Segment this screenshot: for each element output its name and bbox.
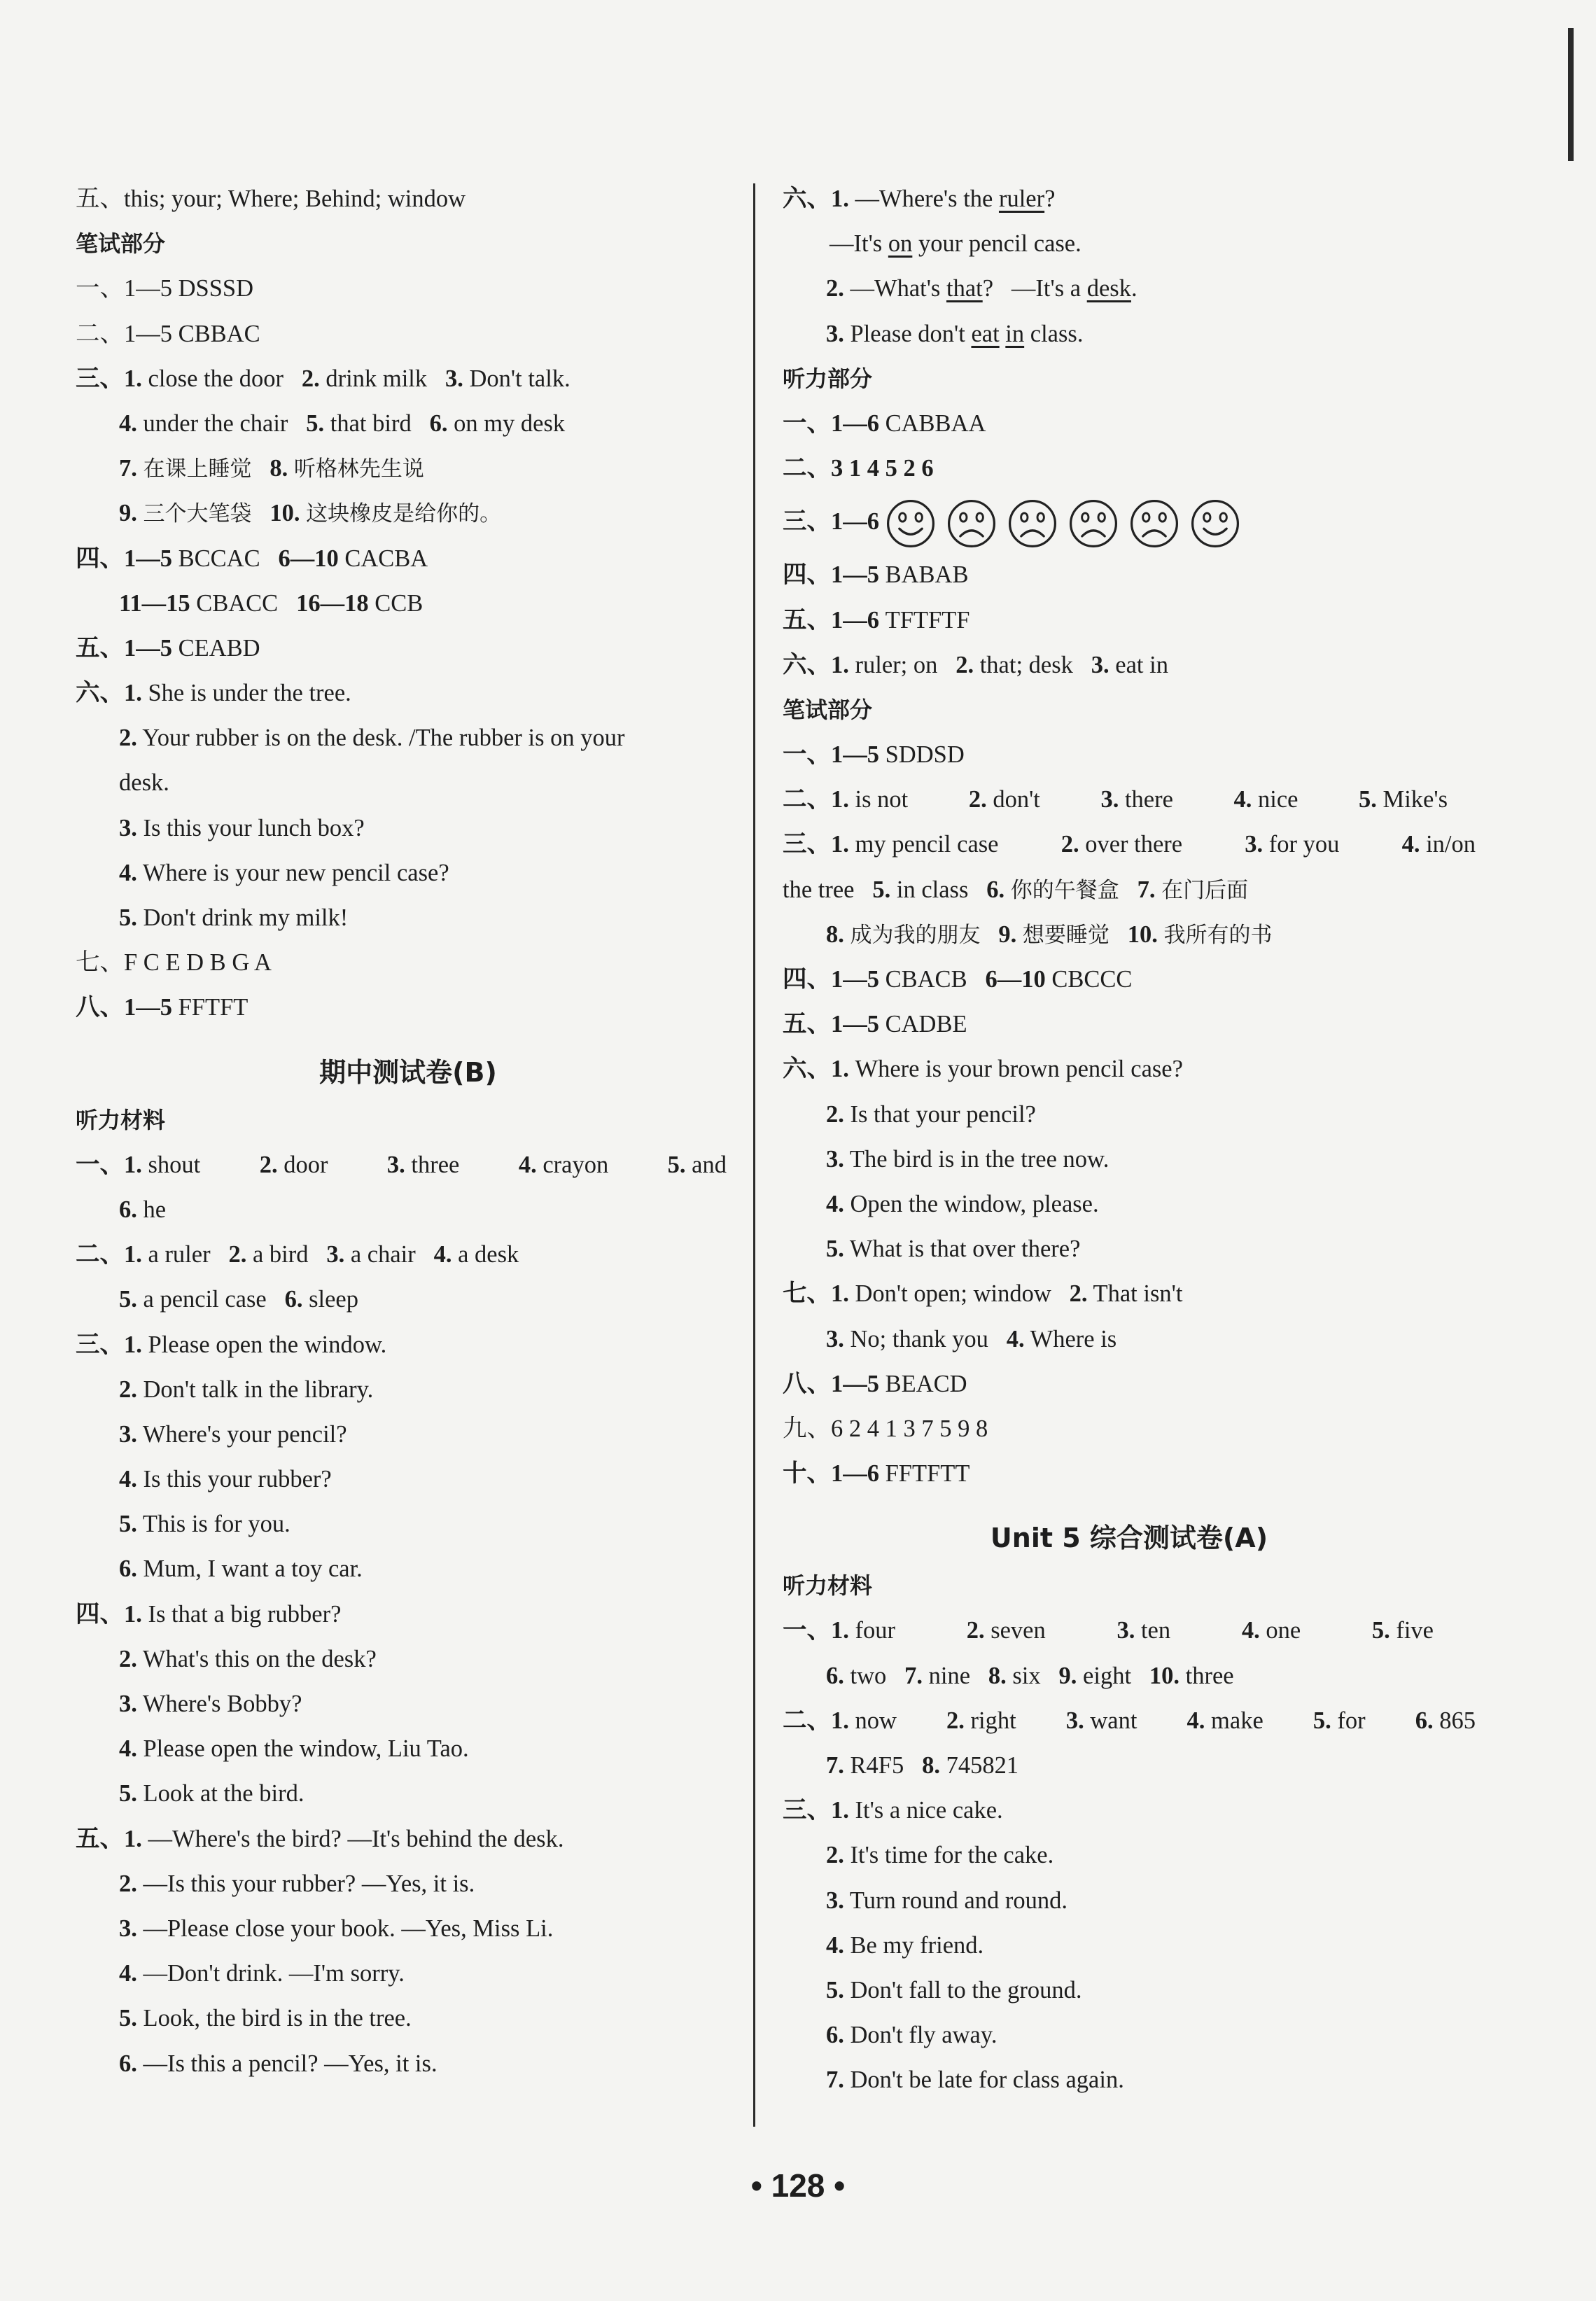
answer-line: 三、1—6 <box>783 491 1476 552</box>
column-divider <box>753 183 755 2127</box>
answer-line: 3. Please don't eat in class. <box>826 320 1084 347</box>
answer-line: 9. 三个大笔袋 10. 这块橡皮是给你的。 <box>119 500 502 527</box>
answer-line: 5. Look at the bird. <box>119 1780 304 1807</box>
scan-edge-mark <box>1568 28 1574 161</box>
section-title: 期中测试卷(B) <box>319 1056 497 1088</box>
answer-line: 11—15 CBACC 16—18 CCB <box>119 589 424 617</box>
answer-line: 6. —Is this a pencil? —Yes, it is. <box>119 2050 438 2077</box>
answer-line: 二、3 1 4 5 2 6 <box>783 455 934 482</box>
answer-line: 八、1—5 BEACD <box>783 1370 967 1397</box>
answer-line: 3. The bird is in the tree now. <box>826 1145 1110 1173</box>
answer-line: 4. Open the window, please. <box>826 1190 1099 1217</box>
answer-line: 6. two 7. nine 8. six 9. eight 10. three <box>826 1662 1234 1689</box>
answer-line: 一、1—5 DSSSD <box>76 275 254 302</box>
answer-line: 2. Your rubber is on the desk. /The rubber is on your <box>119 725 625 752</box>
answer-line: 8. 成为我的朋友 9. 想要睡觉 10. 我所有的书 <box>826 921 1273 948</box>
answer-line: 6. he <box>119 1196 167 1223</box>
answer-line: 四、1—5 BCCAC 6—10 CACBA <box>76 545 428 572</box>
answer-line: 7. 在课上睡觉 8. 听格林先生说 <box>119 455 424 482</box>
answer-line: 六、1. —Where's the ruler? <box>783 186 1056 212</box>
answer-line: 6. Mum, I want a toy car. <box>119 1555 363 1583</box>
section-heading: 笔试部分 <box>76 230 166 258</box>
answer-line: 7. Don't be late for class again. <box>826 2066 1124 2094</box>
answer-line: 四、1—5 BABAB <box>783 561 969 589</box>
smiley-face-icon <box>1190 498 1240 549</box>
answer-line: the tree 5. in class 6. 你的午餐盒 7. 在门后面 <box>783 876 1249 903</box>
answer-line: 二、1—5 CBBAC <box>76 320 260 347</box>
answer-line: 五、1—6 TFTFTF <box>783 606 970 634</box>
answer-line: 五、1—5 CADBE <box>783 1011 967 1038</box>
section-title: Unit 5 综合测试卷(A) <box>990 1523 1268 1554</box>
sad-face-icon <box>1068 498 1119 549</box>
answer-line: 二、1. a ruler 2. a bird 3. a chair 4. a desk <box>76 1241 519 1268</box>
right-column <box>783 176 1476 2103</box>
answer-line: 4. Where is your new pencil case? <box>119 859 449 886</box>
answer-line: 3. —Please close your book. —Yes, Miss Li. <box>119 1915 554 1942</box>
answer-line: 4. Please open the window, Liu Tao. <box>119 1735 469 1763</box>
answer-line: 4. Be my friend. <box>826 1931 984 1959</box>
answer-line: 四、1. Is that a big rubber? <box>76 1600 342 1628</box>
answer-line: 6. Don't fly away. <box>826 2022 997 2049</box>
answer-line: 七、1. Don't open; window 2. That isn't <box>783 1280 1183 1308</box>
faces-row <box>886 508 1251 535</box>
sad-face-icon <box>946 498 997 549</box>
answer-line: 3. Where's your pencil? <box>119 1420 347 1448</box>
answer-line: 七、F C E D B G A <box>76 949 272 977</box>
section-heading: 听力部分 <box>783 365 873 392</box>
answer-line: 三、1. my pencil case 2. over there 3. for you 4. in/on <box>783 831 1476 858</box>
answer-line: 2. Don't talk in the library. <box>119 1376 374 1403</box>
answer-line: 3. Turn round and round. <box>826 1887 1068 1914</box>
answer-line: 五、this; your; Where; Behind; window <box>76 186 466 212</box>
answer-line: 二、1. now 2. right 3. want 4. make 5. for 6. 865 <box>783 1707 1476 1734</box>
answer-line: 一、1—5 SDDSD <box>783 741 965 769</box>
answer-line: 5. a pencil case 6. sleep <box>119 1286 358 1313</box>
answer-line: 二、1. is not 2. don't 3. there 4. nice 5. Mike's <box>783 786 1448 813</box>
answer-line: 一、1. four 2. seven 3. ten 4. one 5. five <box>783 1617 1434 1644</box>
answer-line: 5. Look, the bird is in the tree. <box>119 2005 412 2032</box>
answer-line: desk. <box>119 769 169 797</box>
answer-line: 2. What's this on the desk? <box>119 1645 377 1672</box>
answer-line: 三、1. close the door 2. drink milk 3. Don't talk. <box>76 365 570 392</box>
answer-line: 一、1. shout 2. door 3. three 4. crayon 5. and <box>76 1151 727 1178</box>
answer-line: 五、1—5 CEABD <box>76 634 260 662</box>
sad-face-icon <box>1129 498 1180 549</box>
answer-line: 九、6 2 4 1 3 7 5 9 8 <box>783 1415 988 1442</box>
section-heading: 笔试部分 <box>783 696 873 723</box>
smiley-face-icon <box>886 498 936 549</box>
sad-face-icon <box>1007 498 1058 549</box>
answer-line: 2. —What's that? —It's a desk. <box>826 275 1138 302</box>
answer-line: 三、1. Please open the window. <box>76 1331 387 1358</box>
answer-line: 2. —Is this your rubber? —Yes, it is. <box>119 1870 475 1897</box>
answer-line: 5. Don't drink my milk! <box>119 904 349 931</box>
answer-line: 5. What is that over there? <box>826 1236 1081 1263</box>
section-heading: 听力材料 <box>76 1106 166 1133</box>
answer-line: 2. Is that your pencil? <box>826 1100 1036 1128</box>
page-number: • 128 • <box>750 2167 846 2204</box>
answer-line: 4. under the chair 5. that bird 6. on my desk <box>119 410 566 437</box>
left-column <box>76 176 741 2086</box>
answer-line: 5. Don't fall to the ground. <box>826 1976 1082 2003</box>
answer-line: 7. R4F5 8. 745821 <box>826 1752 1019 1779</box>
answer-line: 十、1—6 FFTFTT <box>783 1460 970 1488</box>
section-heading: 听力材料 <box>783 1572 873 1600</box>
answer-line: 八、1—5 FFTFT <box>76 994 248 1021</box>
answer-line: 2. It's time for the cake. <box>826 1842 1054 1869</box>
answer-line: 六、1. She is under the tree. <box>76 680 351 707</box>
answer-line: 3. Where's Bobby? <box>119 1691 302 1717</box>
answer-line: 4. —Don't drink. —I'm sorry. <box>119 1960 405 1987</box>
answer-line: 4. Is this your rubber? <box>119 1466 332 1493</box>
answer-line: 一、1—6 CABBAA <box>783 410 986 437</box>
answer-line: 三、1. It's a nice cake. <box>783 1797 1003 1824</box>
answer-line: 六、1. ruler; on 2. that; desk 3. eat in <box>783 651 1168 678</box>
answer-line: 3. No; thank you 4. Where is <box>826 1325 1117 1352</box>
answer-line: 5. This is for you. <box>119 1511 290 1538</box>
answer-line: 3. Is this your lunch box? <box>119 814 365 841</box>
answer-line: 六、1. Where is your brown pencil case? <box>783 1056 1183 1083</box>
answer-line: —It's on your pencil case. <box>830 230 1082 258</box>
answer-line: 五、1. —Where's the bird? —It's behind the desk. <box>76 1825 564 1852</box>
answer-line: 四、1—5 CBACB 6—10 CBCCC <box>783 966 1133 993</box>
